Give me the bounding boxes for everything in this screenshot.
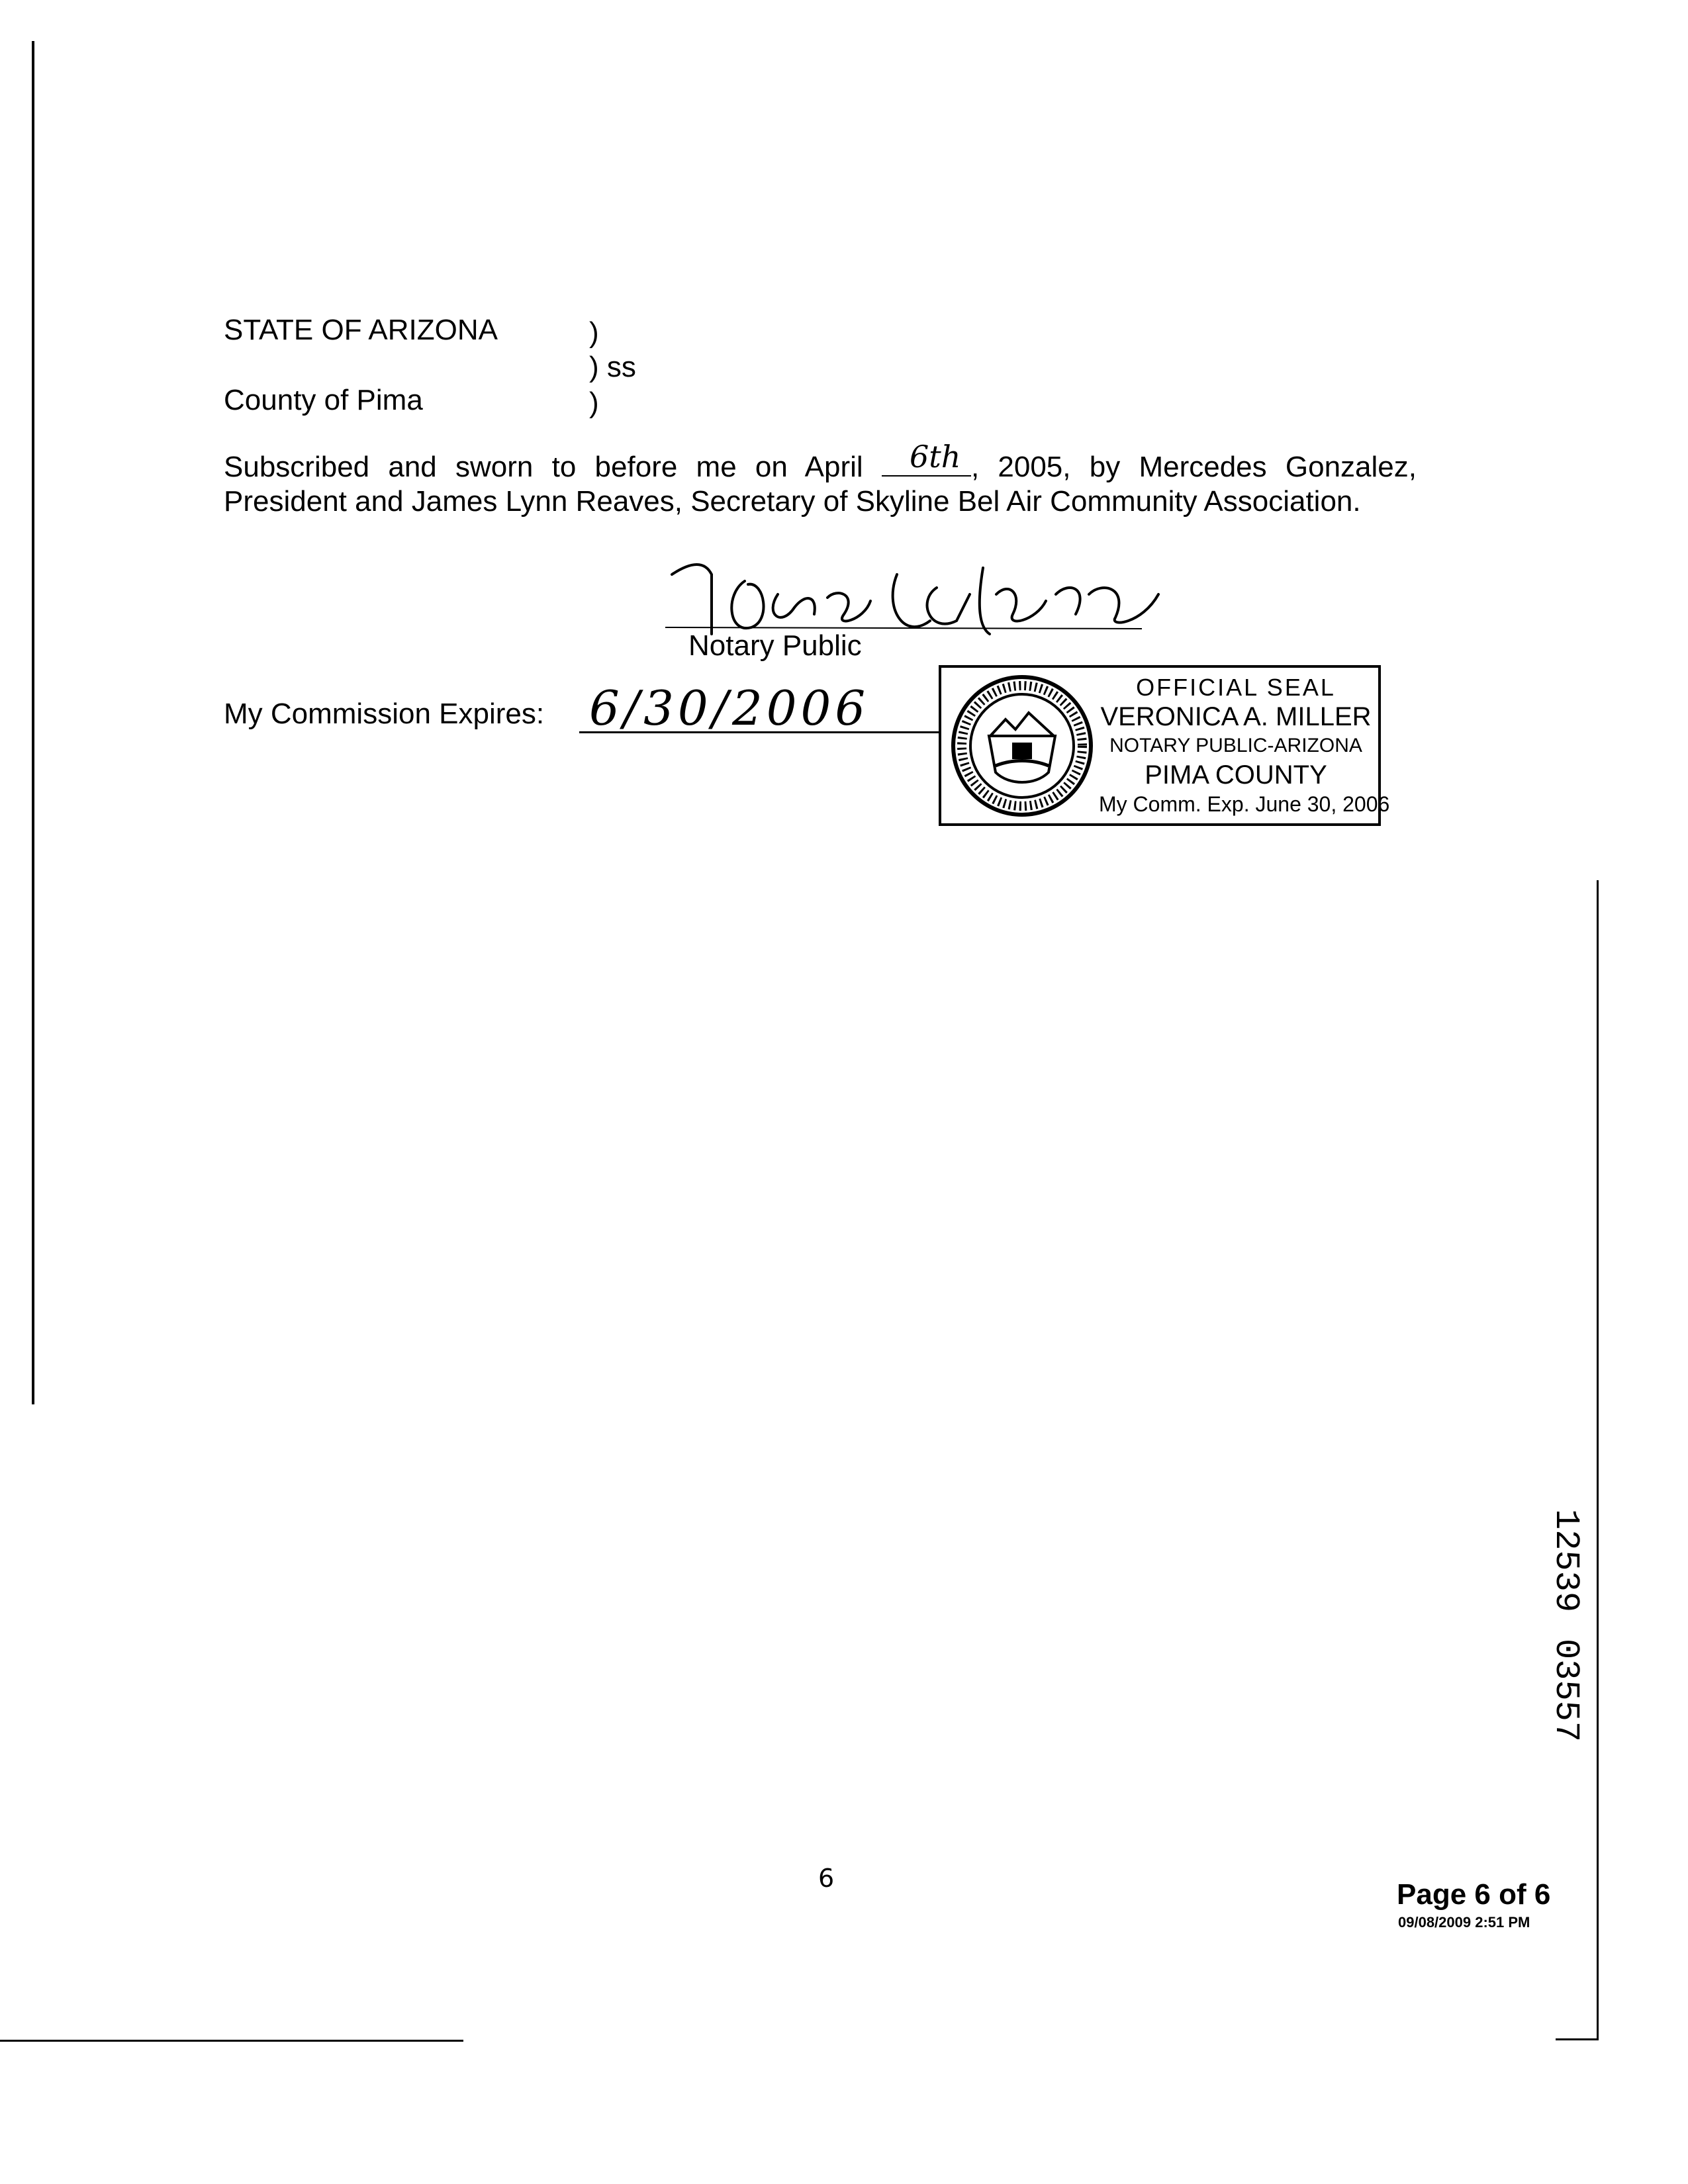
seal-notary-name: VERONICA A. MILLER [1100, 702, 1372, 731]
left-scan-edge [32, 41, 34, 1404]
bottom-scan-edge [0, 2040, 463, 2042]
jurat-date-blank [882, 439, 971, 477]
jurat-text-after: , 2005, by Mercedes Gonzalez, President and James Lynn Reaves, Secretary of Skyline Bel Air Community Association. [224, 451, 1417, 518]
venue-county: County of Pima [224, 384, 423, 416]
venue-paren-1: ) [589, 316, 599, 349]
right-scan-edge [1597, 880, 1599, 2038]
bottom-right-scan-edge [1556, 2038, 1599, 2040]
page-number: 6 [818, 1864, 835, 1893]
venue-state: STATE OF ARIZONA [224, 314, 498, 346]
seal-office: NOTARY PUBLIC-ARIZONA [1109, 735, 1362, 756]
jurat-handwritten-day: 6th [909, 439, 961, 475]
commission-handwritten-date: 6/30/2006 [589, 680, 870, 736]
commission-label: My Commission Expires: [224, 698, 545, 730]
recording-page: 03557 [1546, 1639, 1585, 1743]
venue-paren-3: ) [589, 387, 599, 419]
seal-county: PIMA COUNTY [1145, 760, 1327, 790]
arizona-state-seal-emblem [949, 673, 1095, 819]
print-timestamp: 09/08/2009 2:51 PM [1398, 1914, 1530, 1931]
recording-book: 12539 [1546, 1509, 1585, 1613]
jurat-paragraph [224, 439, 1417, 519]
page-of-label: Page 6 of 6 [1397, 1878, 1551, 1911]
venue-paren-ss: ) ss [589, 351, 636, 383]
seal-title: OFFICIAL SEAL [1136, 674, 1336, 701]
notary-public-label: Notary Public [688, 629, 862, 662]
seal-text-block [1099, 673, 1390, 819]
recording-number-stamp [1546, 1509, 1585, 1742]
jurat-text-before: Subscribed and sworn to before me on April [224, 451, 863, 483]
official-seal [939, 665, 1390, 826]
seal-expiration: My Comm. Exp. June 30, 2006 [1099, 792, 1390, 816]
